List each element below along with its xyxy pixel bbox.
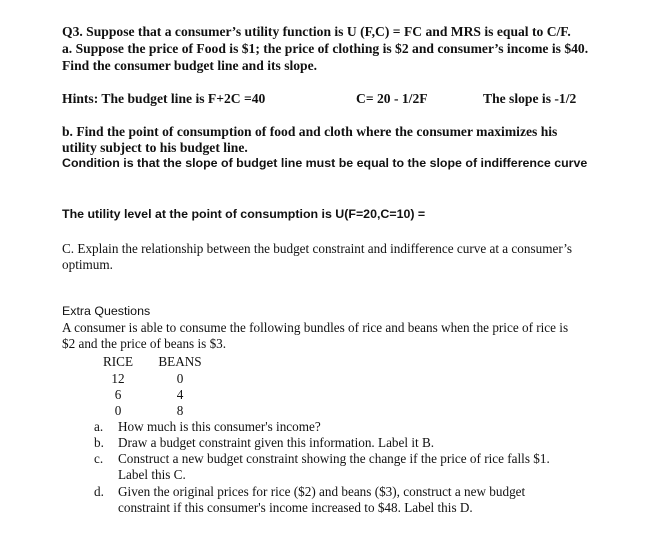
hint-clothing-equation: C= 20 - 1/2F bbox=[356, 91, 428, 106]
extra-questions-heading: Extra Questions bbox=[62, 304, 151, 318]
extra-intro-line-2: $2 and the price of beans is $3. bbox=[62, 336, 227, 351]
table-cell-rice: 6 bbox=[114, 387, 122, 402]
part-c-line-2: optimum. bbox=[62, 257, 113, 272]
question-marker: c. bbox=[94, 451, 104, 466]
part-b-line-2: utility subject to his budget line. bbox=[62, 140, 248, 155]
table-cell-beans: 4 bbox=[176, 387, 184, 402]
table-cell-beans: 8 bbox=[176, 403, 184, 418]
hint-budget-line: Hints: The budget line is F+2C =40 bbox=[62, 91, 266, 106]
table-cell-rice: 0 bbox=[114, 403, 122, 418]
question-text: Construct a new budget constraint showing the change if the price of rice falls $1. bbox=[118, 451, 550, 466]
table-header-rice: RICE bbox=[102, 354, 134, 369]
hint-slope: The slope is -1/2 bbox=[483, 91, 577, 106]
table-cell-rice: 12 bbox=[111, 371, 125, 386]
question-text: Label this C. bbox=[118, 467, 186, 482]
q3-line-1: Q3. Suppose that a consumer’s utility function is U (F,C) = FC and MRS is equal to C/F. bbox=[62, 24, 571, 39]
utility-level-line: The utility level at the point of consumption is U(F=20,C=10) = bbox=[62, 207, 426, 221]
q3-line-3: Find the consumer budget line and its slope. bbox=[62, 58, 318, 73]
question-text: Draw a budget constraint given this information. Label it B. bbox=[118, 435, 435, 450]
part-b-line-1: b. Find the point of consumption of food and cloth where the consumer maximizes his bbox=[62, 124, 558, 139]
extra-intro-line-1: A consumer is able to consume the following bundles of rice and beans when the price of rice is bbox=[62, 320, 569, 335]
table-cell-beans: 0 bbox=[176, 371, 184, 386]
part-b-condition: Condition is that the slope of budget line must be equal to the slope of indifference curve bbox=[62, 156, 588, 170]
question-marker: b. bbox=[94, 435, 104, 450]
part-c-line-1: C. Explain the relationship between the budget constraint and indifference curve at a consumer’s bbox=[62, 241, 572, 256]
table-header-beans: BEANS bbox=[158, 354, 202, 369]
question-marker: d. bbox=[94, 484, 104, 499]
question-text: constraint if this consumer's income increased to $48. Label this D. bbox=[118, 500, 473, 515]
q3-line-2: a. Suppose the price of Food is $1; the price of clothing is $2 and consumer’s income is $40. bbox=[62, 41, 589, 56]
question-text: Given the original prices for rice ($2) and beans ($3), construct a new budget bbox=[118, 484, 526, 499]
question-text: How much is this consumer's income? bbox=[118, 419, 321, 434]
question-marker: a. bbox=[94, 419, 104, 434]
